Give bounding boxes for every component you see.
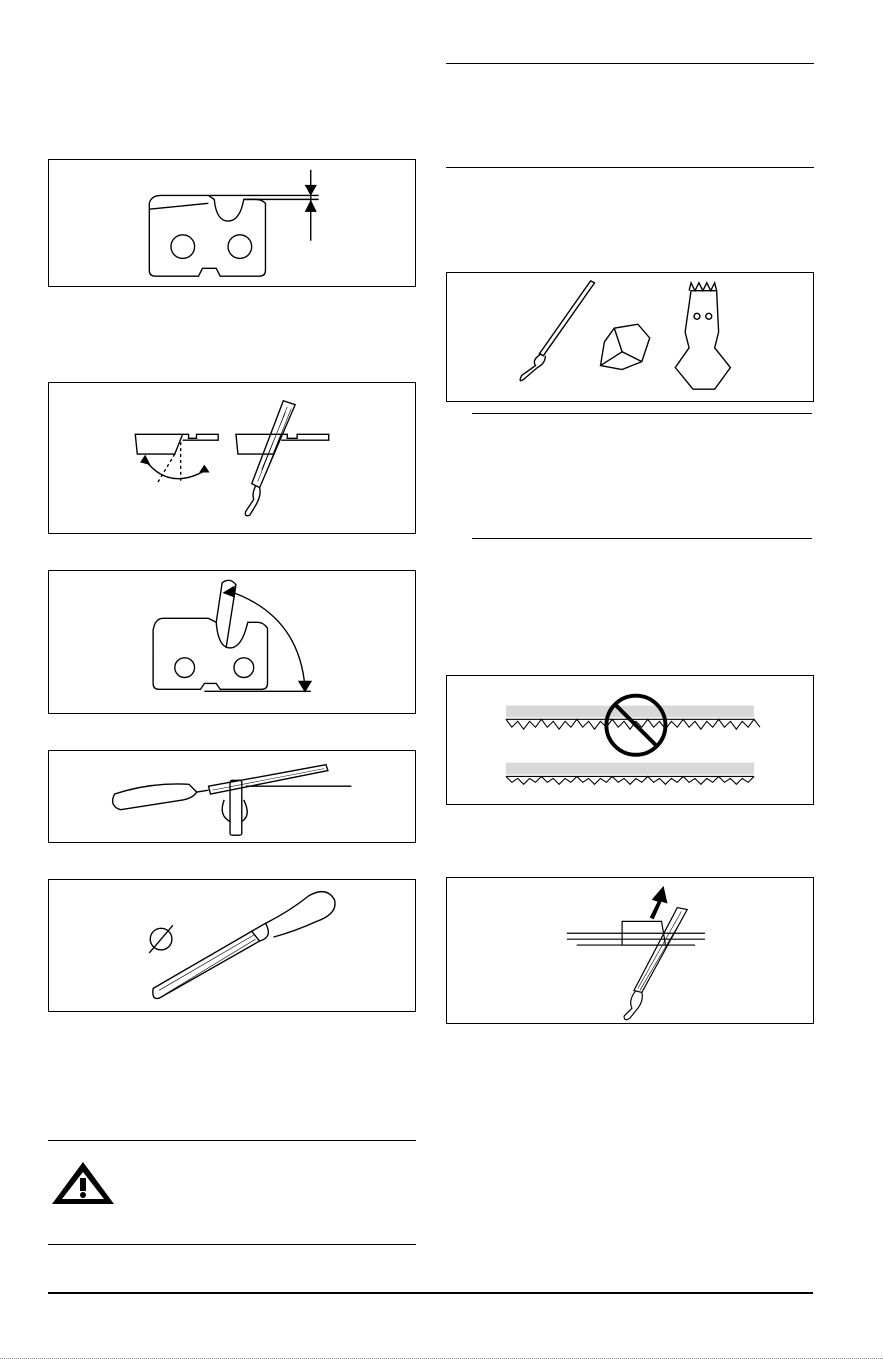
figure-cutter-depth-gauge (48, 159, 416, 287)
file-holder-icon (49, 751, 415, 842)
figure-chain-comparison (446, 675, 814, 805)
file-diameter-icon (49, 880, 415, 1011)
figure-file-direction (446, 877, 814, 1024)
file-angle-icon (49, 383, 415, 533)
figure-sharpening-tools (446, 272, 814, 402)
caution-bottom-rule (472, 538, 812, 539)
file-direction-arrow-icon (447, 878, 813, 1023)
warning-bottom-rule (48, 1244, 416, 1245)
figure-filing-angle (48, 382, 416, 534)
note-bottom-rule (446, 167, 814, 168)
figure-file-holder (48, 750, 416, 843)
sharpening-tools-icon (447, 273, 813, 401)
prohibition-icon (606, 696, 665, 755)
warning-top-rule (48, 1140, 416, 1141)
figure-top-plate-angle (48, 570, 416, 714)
page-edge (0, 1358, 883, 1359)
figure-file-diameter (48, 879, 416, 1012)
top-plate-angle-icon (49, 571, 415, 713)
chain-comparison-icon (447, 676, 813, 804)
caution-top-rule (472, 413, 812, 414)
warning-triangle-icon (50, 1160, 116, 1206)
cutter-tooth-depth-gauge-icon (49, 160, 415, 286)
footer-rule (48, 1292, 813, 1294)
note-top-rule (446, 63, 814, 64)
